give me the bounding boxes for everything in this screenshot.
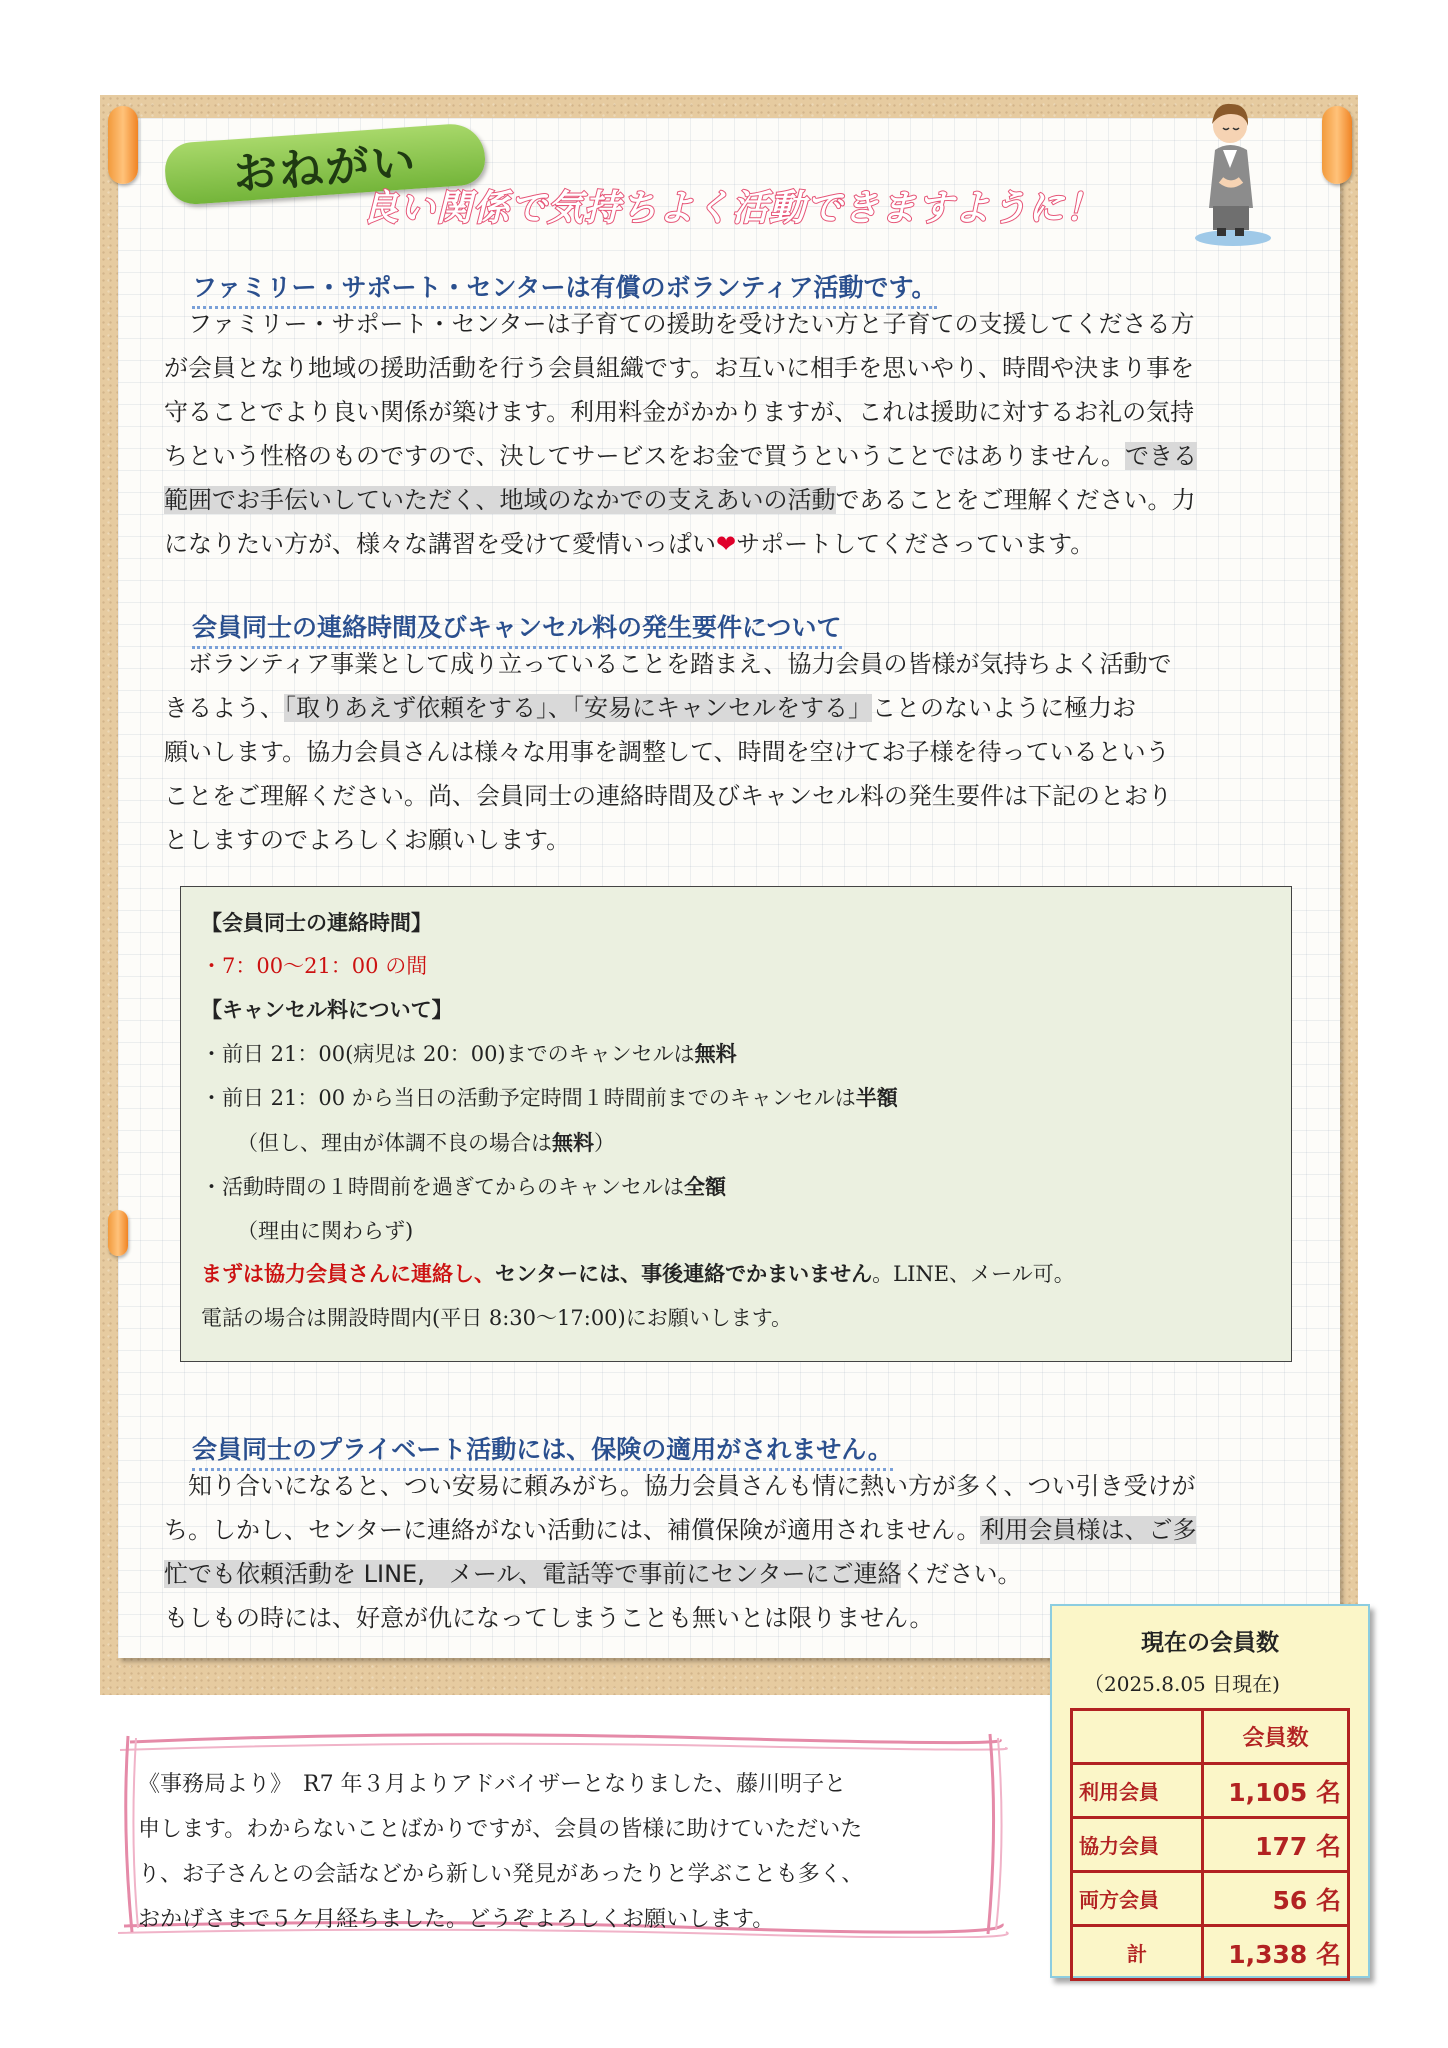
row-label: 計 xyxy=(1072,1926,1203,1980)
phone-note: 電話の場合は開設時間内(平日 8:30～17:00)にお願いします。 xyxy=(201,1305,793,1330)
section2-line: きるよう、 xyxy=(164,694,284,722)
table-row xyxy=(1072,1926,1349,1980)
row-value: 1,105 名 xyxy=(1203,1764,1349,1818)
pin-right-icon xyxy=(1322,106,1352,184)
section1-line: ファミリー・サポート・センターは子育ての援助を受けたい方と子育ての支援してくださる方 xyxy=(164,310,1195,338)
section2-line: としますのでよろしくお願いします。 xyxy=(164,826,571,854)
cancel-rule-text: ・活動時間の１時間前を過ぎてからのキャンセルは xyxy=(201,1175,684,1199)
office-line: 《事務局より》 R7 年３月よりアドバイザーとなりました、藤川明子と xyxy=(138,1772,847,1797)
section1-body xyxy=(164,302,1314,566)
bowing-woman-icon xyxy=(1185,88,1275,248)
row-value: 56 名 xyxy=(1203,1872,1349,1926)
highlight-text: できる xyxy=(1124,442,1197,470)
office-line: り、お子さんとの会話などから新しい発見があったりと学ぶことも多く、 xyxy=(138,1862,864,1887)
row-value: 177 名 xyxy=(1203,1818,1349,1872)
section3-line: ち。しかし、センターに連絡がない活動には、補償保険が適用されません。 xyxy=(164,1516,981,1544)
office-line: 申します。わからないことばかりですが、会員の皆様に助けていただいた xyxy=(138,1817,863,1842)
highlight-text: 「取りあえず依頼をする」、「安易にキャンセルをする」 xyxy=(284,694,872,722)
cancel-rule-text: （但し、理由が体調不良の場合は xyxy=(237,1130,552,1155)
section2-heading: 会員同士の連絡時間及びキャンセル料の発生要件について xyxy=(192,608,842,649)
contact-title: 【会員同士の連絡時間】 xyxy=(201,910,432,935)
section1-line: が会員となり地域の援助活動を行う会員組織です。お互いに相手を思いやり、時間や決まり事を xyxy=(164,354,1195,382)
section1-line: になりたい方が、様々な講習を受けて愛情いっぱい xyxy=(164,530,716,558)
section2-line: 願いします。協力会員さんは様々な用事を調整して、時間を空けてお子様を待っているという xyxy=(164,738,1170,766)
section3-line: 知り合いになると、つい安易に頼みがち。協力会員さんも情に熱い方が多く、つい引き受けが xyxy=(164,1472,1196,1500)
table-row xyxy=(1072,1818,1349,1872)
section3-heading: 会員同士のプライベート活動には、保険の適用がされません。 xyxy=(192,1430,893,1471)
row-value: 1,338 名 xyxy=(1203,1926,1349,1980)
note-tail: 。LINE、メール可。 xyxy=(872,1262,1075,1286)
section2-line: ことのないように極力お xyxy=(872,694,1136,722)
member-count-date: （2025.8.05 日現在) xyxy=(1084,1672,1280,1696)
cancel-rule-text: ） xyxy=(594,1130,615,1155)
table-row xyxy=(1072,1764,1349,1818)
member-count-title: 現在の会員数 xyxy=(1141,1630,1279,1656)
highlight-text: 範囲でお手伝いしていただく、地域のなかでの支えあいの活動 xyxy=(164,486,836,514)
highlight-text: 利用会員様は、ご多 xyxy=(980,1516,1197,1544)
office-message xyxy=(138,1762,993,1942)
table-row xyxy=(1072,1872,1349,1926)
section1-heading: ファミリー・サポート・センターは有償のボランティア活動です。 xyxy=(192,268,937,309)
section1-line: サポートしてくださっています。 xyxy=(736,530,1095,558)
highlight-text: 忙でも依頼活動を LINE, メール、電話等で事前にセンターにご連絡 xyxy=(164,1560,902,1588)
table-cell xyxy=(1072,1710,1203,1764)
cancel-fee: 無料 xyxy=(694,1040,737,1066)
office-line: おかげさまで５ケ月経ちました。どうぞよろしくお願いします。 xyxy=(138,1907,775,1932)
cancel-fee: 全額 xyxy=(684,1174,726,1199)
column-header: 会員数 xyxy=(1203,1710,1349,1764)
row-label: 両方会員 xyxy=(1072,1872,1203,1926)
cancel-rule-text: ・前日 21：00(病児は 20：00)までのキャンセルは xyxy=(201,1041,695,1066)
row-label: 利用会員 xyxy=(1072,1764,1203,1818)
pin-left-lower-icon xyxy=(108,1210,128,1256)
section1-line: 守ることでより良い関係が築けます。利用料金がかかりますが、これは援助に対するお礼の気持 xyxy=(164,398,1195,426)
cancel-title: 【キャンセル料について】 xyxy=(201,997,453,1022)
note-bold: センターには、事後連絡でかまいません xyxy=(495,1262,873,1286)
section2-body xyxy=(164,642,1314,862)
note-red: まずは協力会員さんに連絡し、 xyxy=(201,1262,495,1286)
cancel-fee: 半額 xyxy=(855,1085,898,1110)
section2-line: ことをご理解ください。尚、会員同士の連絡時間及びキャンセル料の発生要件は下記のとおり xyxy=(164,782,1172,810)
member-count-card xyxy=(1050,1604,1370,1978)
pin-left-icon xyxy=(108,106,138,184)
cancel-rule-text: （理由に関わらず) xyxy=(237,1218,414,1243)
cancel-rule-text: ・前日 21：00 から当日の活動予定時間１時間前までのキャンセルは xyxy=(201,1086,856,1110)
contact-time: ・7：00～21：00 の間 xyxy=(201,953,428,978)
cancel-fee: 無料 xyxy=(552,1129,594,1155)
row-label: 協力会員 xyxy=(1072,1818,1203,1872)
section1-line: ちという性格のものですので、決してサービスをお金で買うということではありません。 xyxy=(164,442,1125,470)
member-count-table xyxy=(1070,1708,1350,1981)
section3-line: ください。 xyxy=(901,1560,1022,1588)
page-subtitle: 良い関係で気持ちよく活動できますように！ xyxy=(362,188,1103,229)
onegai-badge-text: おねがい xyxy=(231,136,419,201)
section2-line: ボランティア事業として成り立っていることを踏まえ、協力会員の皆様が気持ちよく活動で xyxy=(164,650,1172,678)
heart-icon: ❤ xyxy=(716,530,737,558)
section1-line: であることをご理解ください。力 xyxy=(835,486,1196,514)
section3-line: もしもの時には、好意が仇になってしまうことも無いとは限りません。 xyxy=(164,1604,934,1632)
table-row xyxy=(1072,1710,1349,1764)
rules-box xyxy=(180,886,1292,1362)
